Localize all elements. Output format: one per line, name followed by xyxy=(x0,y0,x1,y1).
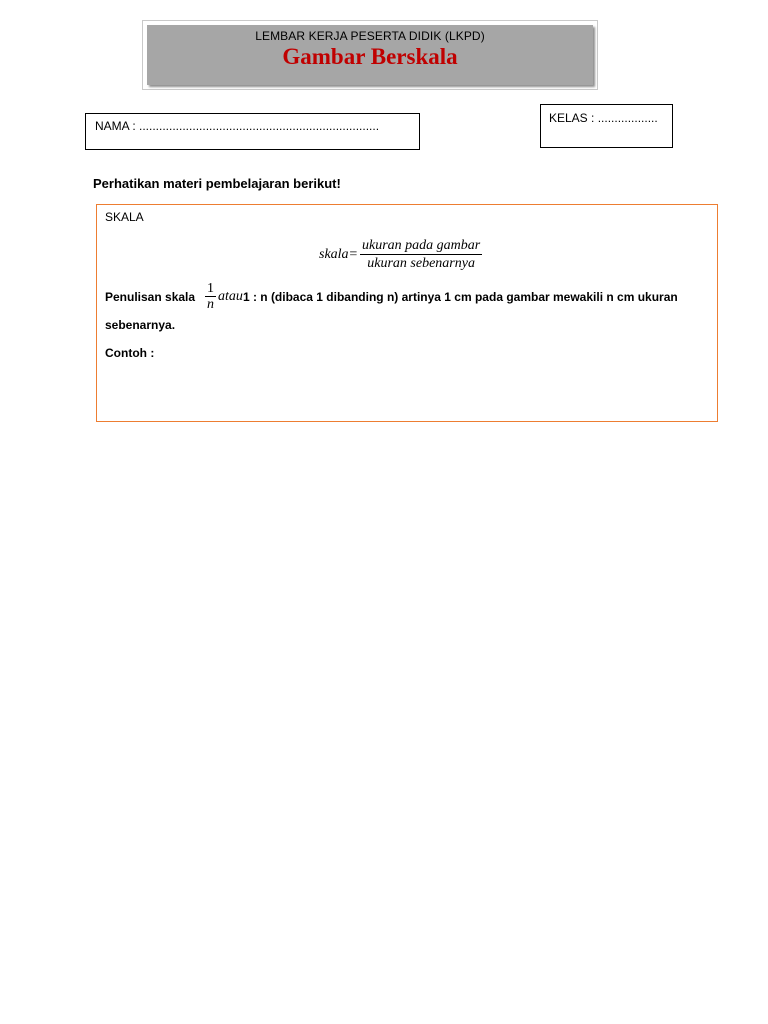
materi-box xyxy=(96,204,718,422)
contoh-label: Contoh : xyxy=(105,346,155,360)
header-subtitle: LEMBAR KERJA PESERTA DIDIK (LKPD) xyxy=(255,29,485,43)
penulisan-line xyxy=(105,281,678,313)
page-title: Gambar Berskala xyxy=(282,44,458,69)
intro-text: Perhatikan materi pembelajaran berikut! xyxy=(93,176,341,191)
penulisan-frac-den: n xyxy=(207,297,215,312)
penulisan-fraction xyxy=(205,281,216,313)
penulisan-continuation: sebenarnya. xyxy=(105,318,176,332)
formula-denominator: ukuran sebenarnya xyxy=(367,256,475,271)
header-frame xyxy=(142,20,598,90)
penulisan-frac-num: 1 xyxy=(207,281,215,296)
skala-formula xyxy=(319,238,482,272)
formula-lhs: skala= xyxy=(319,247,358,262)
formula-fraction xyxy=(360,238,482,272)
skala-heading: SKALA xyxy=(105,210,144,224)
penulisan-prefix: Penulisan skala xyxy=(105,290,196,304)
penulisan-rest: 1 : n (dibaca 1 dibanding n) artinya 1 cm pada gambar mewakili n cm ukuran xyxy=(242,290,678,304)
kelas-field[interactable]: KELAS : .................. xyxy=(540,104,673,148)
header-banner xyxy=(147,25,593,85)
formula-numerator: ukuran pada gambar xyxy=(362,238,481,253)
nama-field[interactable]: NAMA : ........................................................................ xyxy=(85,113,420,150)
penulisan-atau: atau xyxy=(218,289,243,304)
